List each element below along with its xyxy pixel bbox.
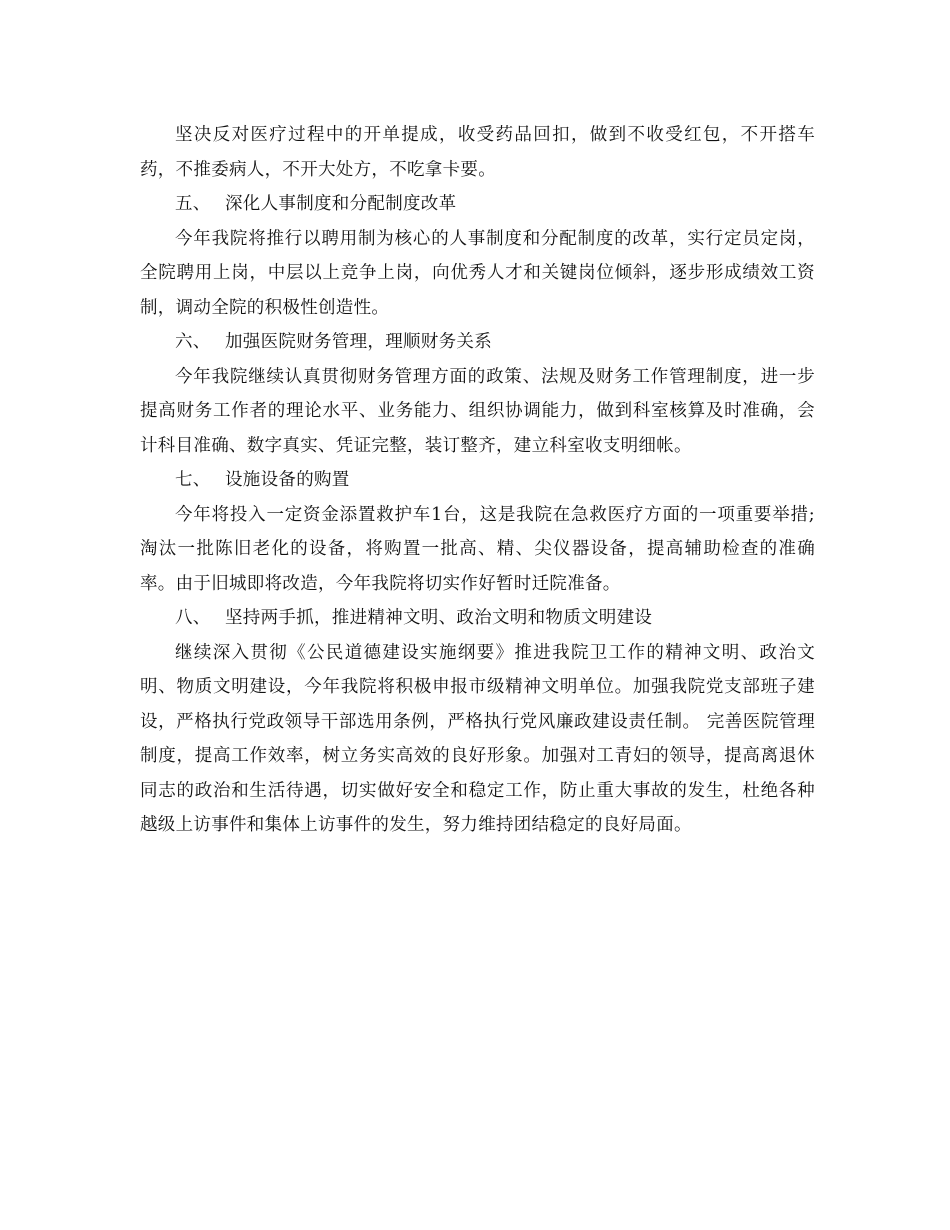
section-title: 设施设备的购置 [225, 470, 350, 490]
section-heading-7 [140, 463, 815, 498]
section-number: 七、 [175, 470, 211, 490]
section-title: 深化人事制度和分配制度改革 [225, 194, 457, 214]
section-title: 加强医院财务管理，理顺财务关系 [225, 332, 492, 352]
section-number: 八、 [175, 608, 211, 628]
section-number: 六、 [175, 332, 211, 352]
paragraph-personnel-reform: 今年我院将推行以聘用制为核心的人事制度和分配制度的改革，实行定员定岗，全院聘用上岗，中层以上竞争上岗，向优秀人才和关键岗位倾斜，逐步形成绩效工资制，调动全院的积极性创造性。 [140, 228, 815, 318]
section-heading-5 [140, 187, 815, 222]
paragraph-civilization-building: 继续深入贯彻《公民道德建设实施纲要》推进我院卫工作的精神文明、政治文明、物质文明建设，今年我院将积极申报市级精神文明单位。加强我院党支部班子建设，严格执行党政领导干部选用条例，严格执行党风廉政建设责任制。 完善医院管理制度，提高工作效率，树立务实高效的良好形象。加强对工青妇的领导，提高离退休同志的政治和生活待遇，切实做好安全和稳定工作，防止重大事故的发生，杜绝各种越级上访事件和集体上访事件的发生，努力维持团结稳定的良好局面。 [140, 642, 815, 835]
paragraph-equipment-purchase: 今年将投入一定资金添置救护车1台，这是我院在急救医疗方面的一项重要举措;淘汰一批陈旧老化的设备，将购置一批高、精、尖仪器设备，提高辅助检查的准确率。由于旧城即将改造，今年我院将切实作好暂时迁院准备。 [140, 504, 815, 594]
section-heading-8 [140, 601, 815, 636]
section-number: 五、 [175, 194, 211, 214]
section-title: 坚持两手抓，推进精神文明、政治文明和物质文明建设 [225, 608, 653, 628]
paragraph-finance-management: 今年我院继续认真贯彻财务管理方面的政策、法规及财务工作管理制度，进一步提高财务工作者的理论水平、业务能力、组织协调能力，做到科室核算及时准确，会计科目准确、数字真实、凭证完整，装订整齐，建立科室收支明细帐。 [140, 366, 815, 456]
section-heading-6 [140, 325, 815, 360]
paragraph-anti-kickback: 坚决反对医疗过程中的开单提成，收受药品回扣，做到不收受红包，不开搭车药，不推委病人，不开大处方，不吃拿卡要。 [140, 125, 815, 180]
